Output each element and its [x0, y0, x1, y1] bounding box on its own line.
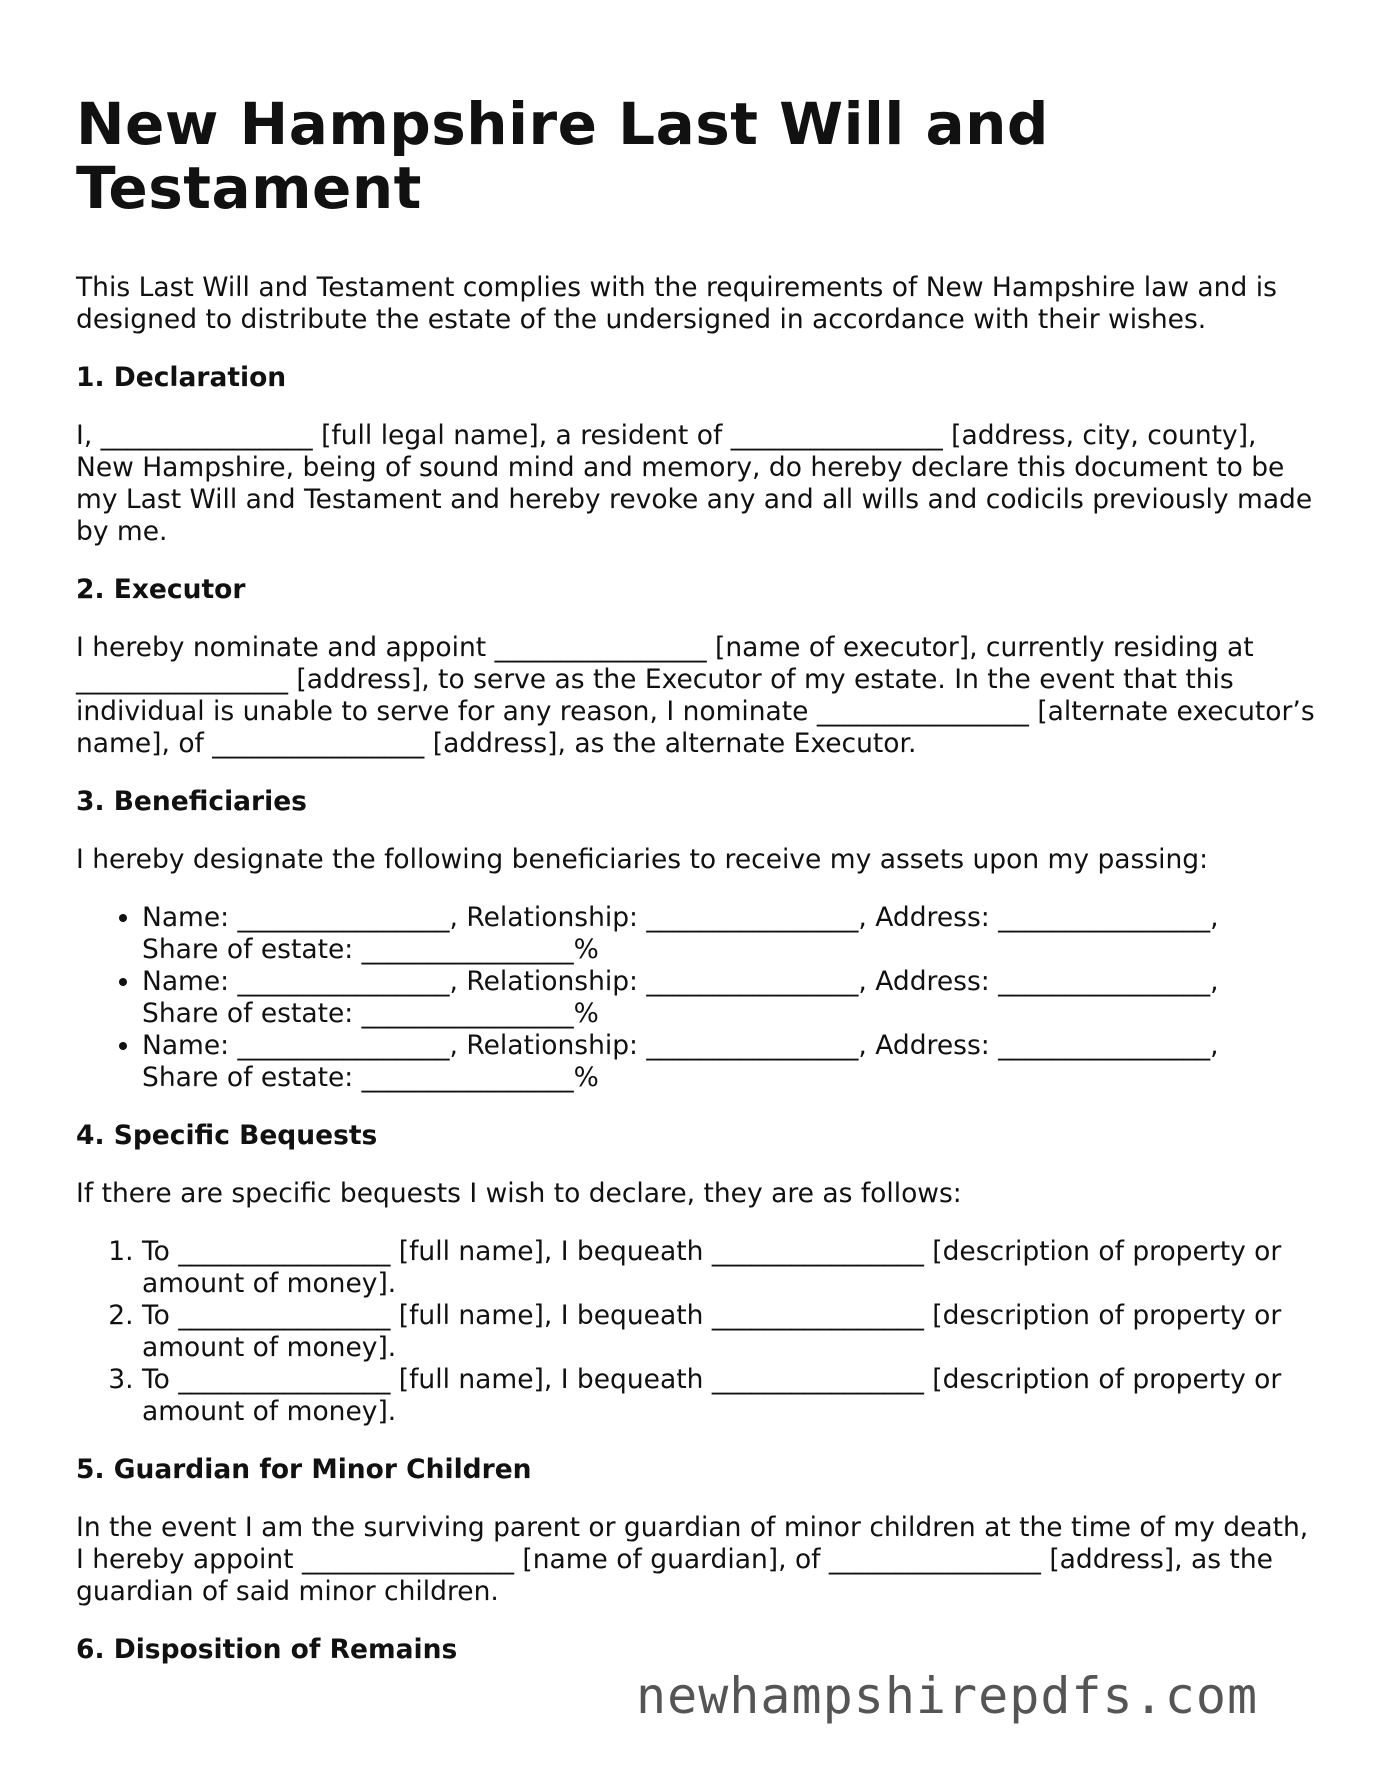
section-heading-declaration: 1. Declaration [76, 362, 287, 393]
beneficiary-item: • Name: ________________, Relationship: ________________, Address: ________________, Share of estate: ________________% [142, 966, 1291, 1030]
bequest-item: 2. To ________________ [full name], I bequeath ________________ [description of property or amount of money]. [142, 1300, 1291, 1364]
bequest-item: 3. To ________________ [full name], I bequeath ________________ [description of property or amount of money]. [142, 1364, 1291, 1428]
intro-paragraph: This Last Will and Testament complies with the requirements of New Hampshire law and is designed to distribute the estate of the undersigned in accordance with their wishes. [76, 272, 1277, 335]
section-heading-remains: 6. Disposition of Remains [76, 1634, 458, 1665]
beneficiary-item: • Name: ________________, Relationship: ________________, Address: ________________, Share of estate: ________________% [142, 1030, 1291, 1094]
beneficiaries-list [76, 902, 1291, 1094]
section-heading-bequests: 4. Specific Bequests [76, 1120, 378, 1151]
beneficiaries-text: I hereby designate the following beneficiaries to receive my assets upon my passing: [76, 844, 1209, 875]
section-heading-guardian: 5. Guardian for Minor Children [76, 1454, 532, 1485]
section-heading-beneficiaries: 3. Beneficiaries [76, 786, 307, 817]
beneficiary-item: • Name: ________________, Relationship: ________________, Address: ________________, Share of estate: ________________% [142, 902, 1291, 966]
site-watermark: newhampshirepdfs.com [636, 1667, 1259, 1725]
guardian-text: In the event I am the surviving parent or guardian of minor children at the time of my death, I hereby appoint ________________ [name of guardian], of ________________ [address], as the guardian of said minor children. [76, 1512, 1309, 1607]
bequests-text: If there are specific bequests I wish to declare, they are as follows: [76, 1178, 962, 1209]
bequest-item: 1. To ________________ [full name], I bequeath ________________ [description of property or amount of money]. [142, 1236, 1291, 1300]
declaration-text: I, ________________ [full legal name], a resident of ________________ [address, city, county], New Hampshire, being of sound mind and memory, do hereby declare this document to be my Last Will and Testament and hereby revoke any and all wills and codicils previously made by me. [76, 420, 1313, 547]
document-page [76, 92, 1316, 1666]
document-title: New Hampshire Last Will and Testament [76, 90, 1049, 222]
executor-text: I hereby nominate and appoint ________________ [name of executor], currently residing at ________________ [address], to serve as the Executor of my estate. In the event that this individual is unable to serve for any reason, I nominate ________________ [alternate executor’s name], of ________________ [address], as the alternate Executor. [76, 632, 1315, 759]
bequests-list [76, 1236, 1291, 1428]
section-heading-executor: 2. Executor [76, 574, 246, 605]
